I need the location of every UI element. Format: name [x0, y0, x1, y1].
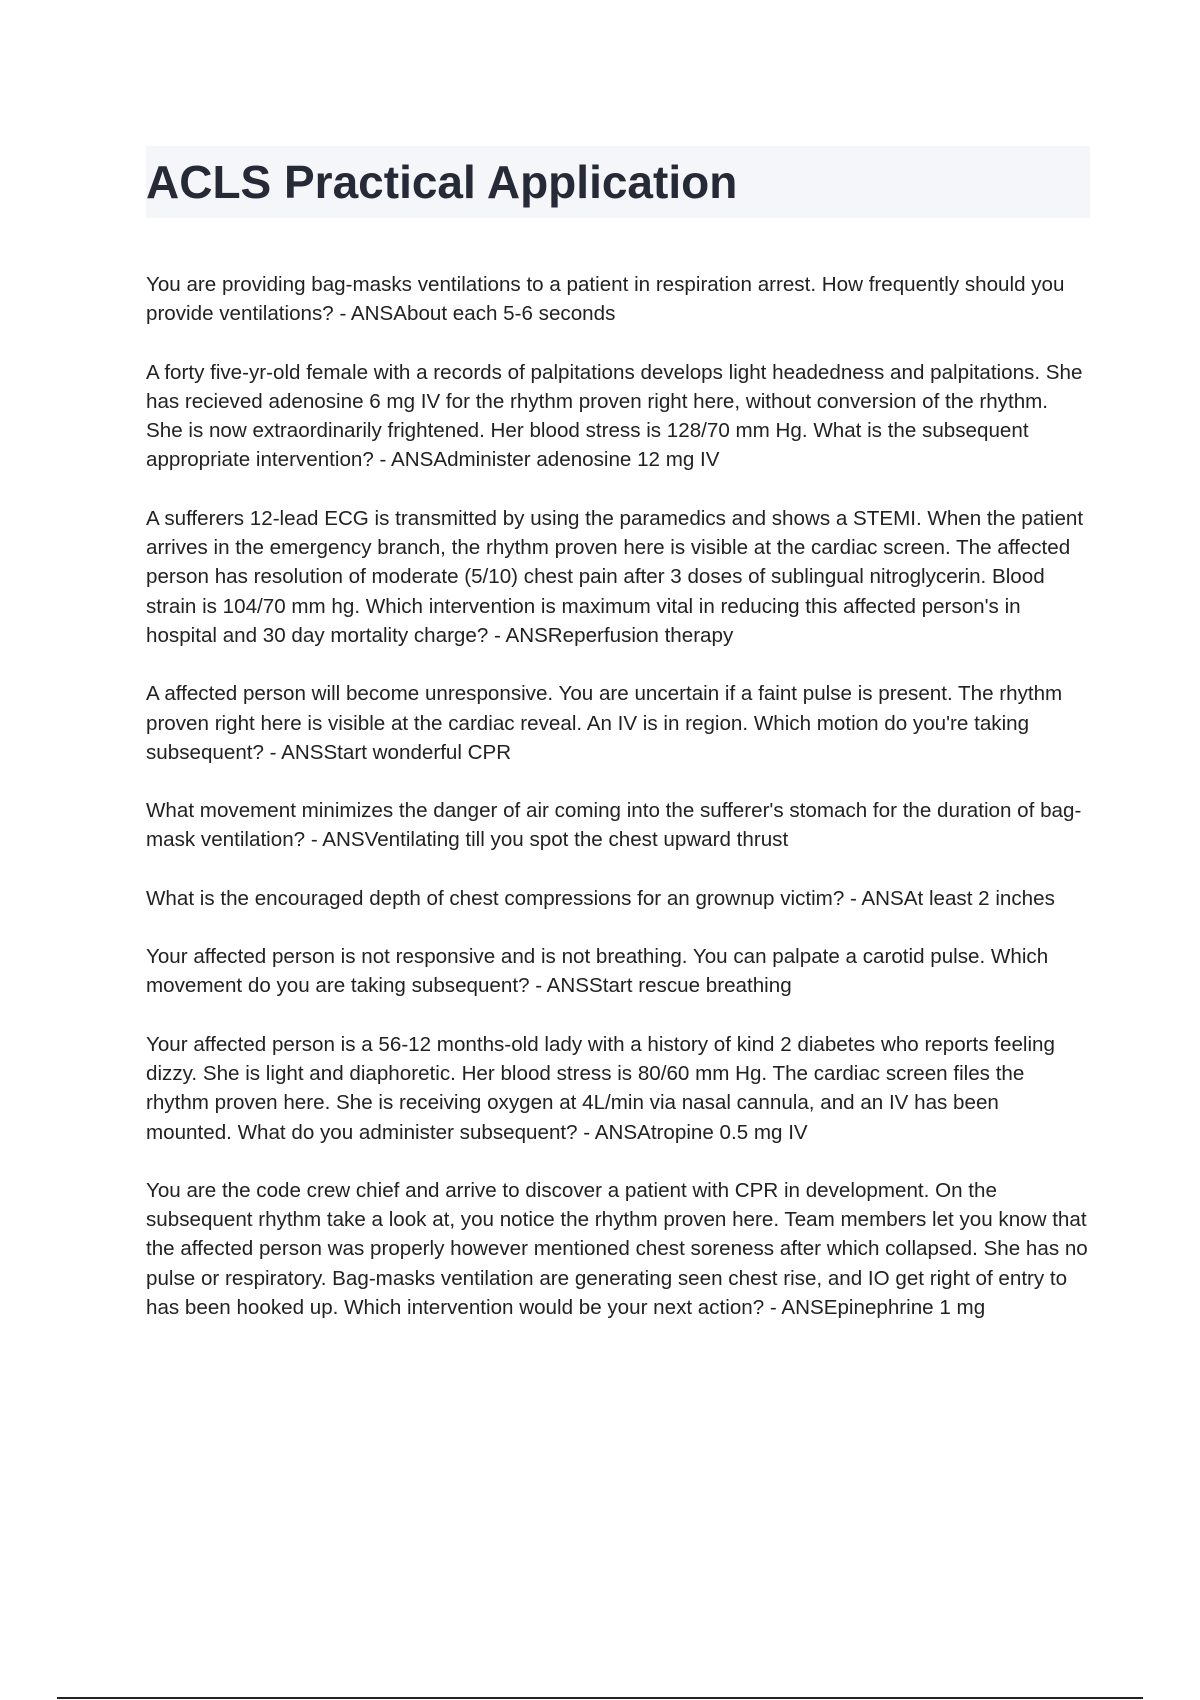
qa-item-6: What is the encouraged depth of chest compressions for an grownup victim? - ANSAt least 2 inches	[146, 886, 1055, 910]
page-bottom-divider	[57, 1697, 1143, 1699]
qa-item-1: You are providing bag-masks ventilations to a patient in respiration arrest. How frequently should you provide ventilations? - ANSAbout each 5-6 seconds	[146, 273, 1065, 326]
qa-item-7: Your affected person is not responsive and is not breathing. You can palpate a carotid pulse. Which movement do you are taking subsequent? - ANSStart rescue breathing	[146, 945, 1049, 998]
qa-list	[146, 270, 1090, 1351]
qa-item-8: Your affected person is a 56-12 months-old lady with a history of kind 2 diabetes who reports feeling dizzy. She is light and diaphoretic. Her blood stress is 80/60 mm Hg. The cardiac screen files the rhythm proven here. She is receiving oxygen at 4L/min via nasal cannula, and an IV has been mounted. What do you administer subsequent? - ANSAtropine 0.5 mg IV	[146, 1032, 1055, 1144]
title-band	[146, 146, 1090, 218]
qa-item-5: What movement minimizes the danger of air coming into the sufferer's stomach for the duration of bag-mask ventilation? - ANSVentilating till you spot the chest upward thrust	[146, 799, 1082, 852]
qa-item-2: A forty five-yr-old female with a records of palpitations develops light headedness and palpitations. She has recieved adenosine 6 mg IV for the rhythm proven right here, without conversion of the rhythm. She is now extraordinarily frightened. Her blood stress is 128/70 mm Hg. What is the subsequent appropriate intervention? - ANSAdminister adenosine 12 mg IV	[146, 360, 1083, 472]
qa-item-3: A sufferers 12-lead ECG is transmitted by using the paramedics and shows a STEMI. When the patient arrives in the emergency branch, the rhythm proven here is visible at the cardiac screen. The affected person has resolution of moderate (5/10) chest pain after 3 doses of sublingual nitroglycerin. Blood strain is 104/70 mm hg. Which intervention is maximum vital in reducing this affected person's in hospital and 30 day mortality charge? - ANSReperfusion therapy	[146, 506, 1084, 647]
qa-item-9: You are the code crew chief and arrive to discover a patient with CPR in development. On the subsequent rhythm take a look at, you notice the rhythm proven here. Team members let you know that the affected person was properly however mentioned chest soreness after which collapsed. She has no pulse or respiratory. Bag-masks ventilation are generating seen chest rise, and IO get right of entry to has been hooked up. Which intervention would be your next action? - ANSEpinephrine 1 mg	[146, 1178, 1088, 1320]
page-title: ACLS Practical Application	[146, 156, 738, 208]
qa-item-4: A affected person will become unresponsive. You are uncertain if a faint pulse is present. The rhythm proven right here is visible at the cardiac reveal. An IV is in region. Which motion do you're taking subsequent? - ANSStart wonderful CPR	[146, 682, 1063, 764]
